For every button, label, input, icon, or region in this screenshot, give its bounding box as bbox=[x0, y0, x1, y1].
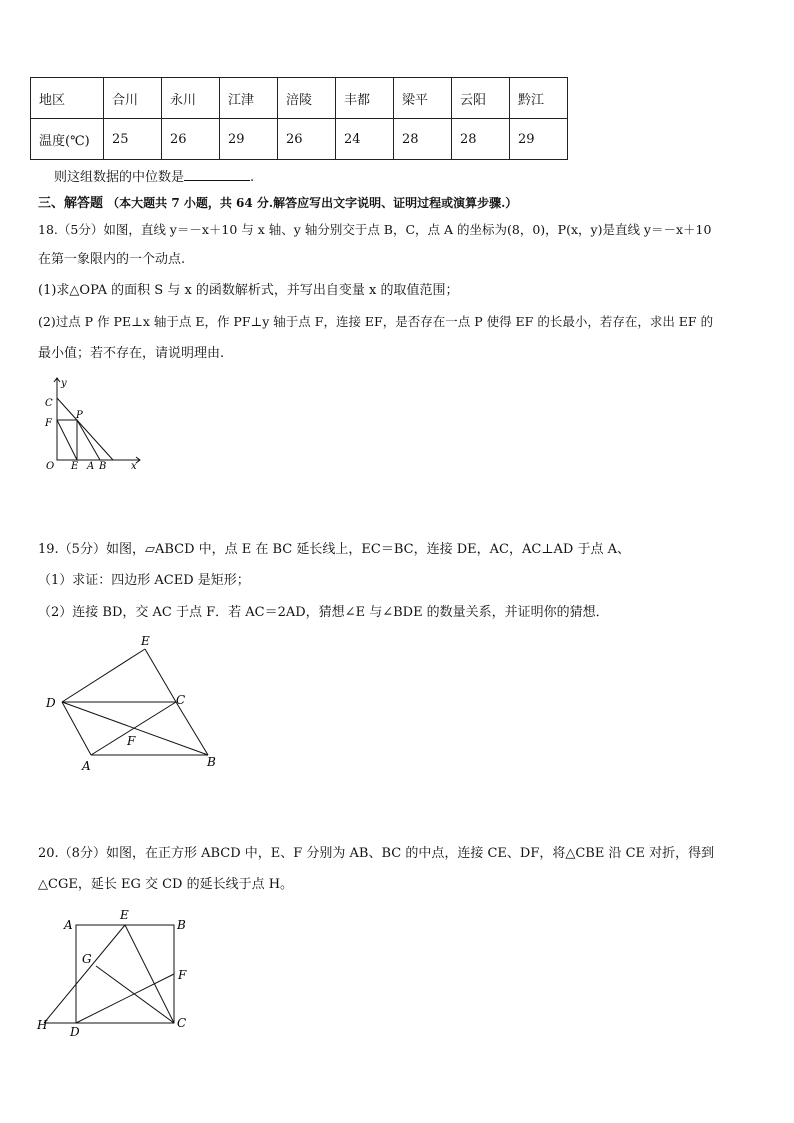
label-c: C bbox=[45, 398, 53, 409]
label-h: H bbox=[37, 1018, 48, 1032]
label-d: D bbox=[46, 696, 56, 710]
section-note: （本大题共 7 小题，共 64 分.解答应写出文字说明、证明过程或演算步骤.） bbox=[107, 196, 518, 210]
table-cell: 24 bbox=[336, 119, 394, 160]
label-a: A bbox=[87, 461, 95, 472]
table-cell: 黔江 bbox=[510, 78, 568, 119]
label-e: E bbox=[141, 634, 150, 648]
q19-line1: 19.（5分）如图，▱ABCD 中，点 E 在 BC 延长线上，EC＝BC，连接 DE，AC，AC⊥AD 于点 A、 bbox=[38, 542, 630, 557]
q17-median-question bbox=[54, 168, 254, 187]
segment-ec bbox=[125, 925, 174, 1023]
table-cell: 涪陵 bbox=[278, 78, 336, 119]
table-row bbox=[31, 78, 568, 119]
segment-ec bbox=[145, 649, 176, 702]
label-a: A bbox=[82, 759, 91, 773]
segment-gc bbox=[96, 966, 174, 1023]
table-cell: 地区 bbox=[31, 78, 104, 119]
label-d: D bbox=[70, 1025, 80, 1039]
table-row bbox=[31, 119, 568, 160]
label-c: C bbox=[177, 1016, 187, 1030]
label-c: C bbox=[176, 693, 186, 707]
table-cell: 29 bbox=[510, 119, 568, 160]
label-f: F bbox=[127, 734, 136, 748]
q17-end: . bbox=[250, 170, 255, 185]
q20-figure bbox=[34, 905, 204, 1040]
label-y: y bbox=[61, 378, 67, 389]
table-cell: 丰都 bbox=[336, 78, 394, 119]
label-f: F bbox=[45, 418, 52, 429]
label-b: B bbox=[177, 918, 186, 932]
temperature-table bbox=[30, 77, 568, 160]
section-title: 三、解答题 bbox=[38, 196, 104, 211]
q19-figure bbox=[40, 632, 240, 778]
label-e: E bbox=[120, 908, 129, 922]
segment-eh bbox=[44, 925, 125, 1023]
q19-part1: （1）求证：四边形 ACED 是矩形； bbox=[38, 573, 250, 588]
label-o: O bbox=[46, 461, 55, 472]
table-cell: 梁平 bbox=[394, 78, 452, 119]
q18-part2-line1: (2)过点 P 作 PE⊥x 轴于点 E，作 PF⊥y 轴于点 F，连接 EF，是否存在一点 P 使得 EF 的长最小，若存在，求出 EF 的 bbox=[38, 314, 714, 329]
segment-pa bbox=[77, 420, 100, 460]
table-cell: 永川 bbox=[162, 78, 220, 119]
table-cell: 26 bbox=[278, 119, 336, 160]
segment-cb bbox=[176, 702, 208, 755]
label-p: P bbox=[76, 410, 83, 421]
table-cell: 28 bbox=[394, 119, 452, 160]
q18-part2-line2: 最小值；若不存在，请说明理由. bbox=[38, 346, 225, 361]
q20-line2: △CGE，延长 EG 交 CD 的延长线于点 H。 bbox=[38, 877, 294, 892]
table-cell: 26 bbox=[162, 119, 220, 160]
label-x: x bbox=[131, 461, 137, 472]
label-g: G bbox=[82, 952, 92, 966]
q18-part1: (1)求△OPA 的面积 S 与 x 的函数解析式，并写出自变量 x 的取值范围； bbox=[38, 283, 459, 298]
segment-ef bbox=[57, 420, 77, 460]
segment-df bbox=[76, 974, 174, 1023]
q18-line1: 18.（5分）如图，直线 y＝－x＋10 与 x 轴、y 轴分别交于点 B，C，点 A 的坐标为(8，0)，P(x，y)是直线 y＝－x＋10 bbox=[38, 222, 712, 237]
answer-blank bbox=[184, 168, 250, 181]
table-cell: 云阳 bbox=[452, 78, 510, 119]
q18-figure bbox=[40, 372, 150, 472]
label-f: F bbox=[178, 968, 187, 982]
label-b: B bbox=[207, 755, 216, 769]
square-abcd bbox=[76, 925, 174, 1023]
line-bc bbox=[57, 398, 113, 460]
table-cell: 合川 bbox=[104, 78, 162, 119]
table-cell: 29 bbox=[220, 119, 278, 160]
label-b: B bbox=[99, 461, 107, 472]
q18-line2: 在第一象限内的一个动点. bbox=[38, 252, 186, 267]
table-cell: 25 bbox=[104, 119, 162, 160]
q17-text: 则这组数据的中位数是 bbox=[54, 170, 185, 185]
segment-da bbox=[62, 702, 91, 755]
section-heading bbox=[38, 194, 517, 213]
table-cell: 28 bbox=[452, 119, 510, 160]
label-e: E bbox=[71, 461, 79, 472]
segment-de bbox=[62, 649, 145, 702]
q19-part2: （2）连接 BD，交 AC 于点 F．若 AC＝2AD，猜想∠E 与∠BDE 的数量关系，并证明你的猜想． bbox=[38, 605, 609, 620]
label-a: A bbox=[64, 918, 73, 932]
table-cell: 江津 bbox=[220, 78, 278, 119]
table-cell: 温度(℃) bbox=[31, 119, 104, 160]
q20-line1: 20.（8分）如图，在正方形 ABCD 中，E、F 分别为 AB、BC 的中点，连接 CE、DF，将△CBE 沿 CE 对折，得到 bbox=[38, 846, 715, 861]
